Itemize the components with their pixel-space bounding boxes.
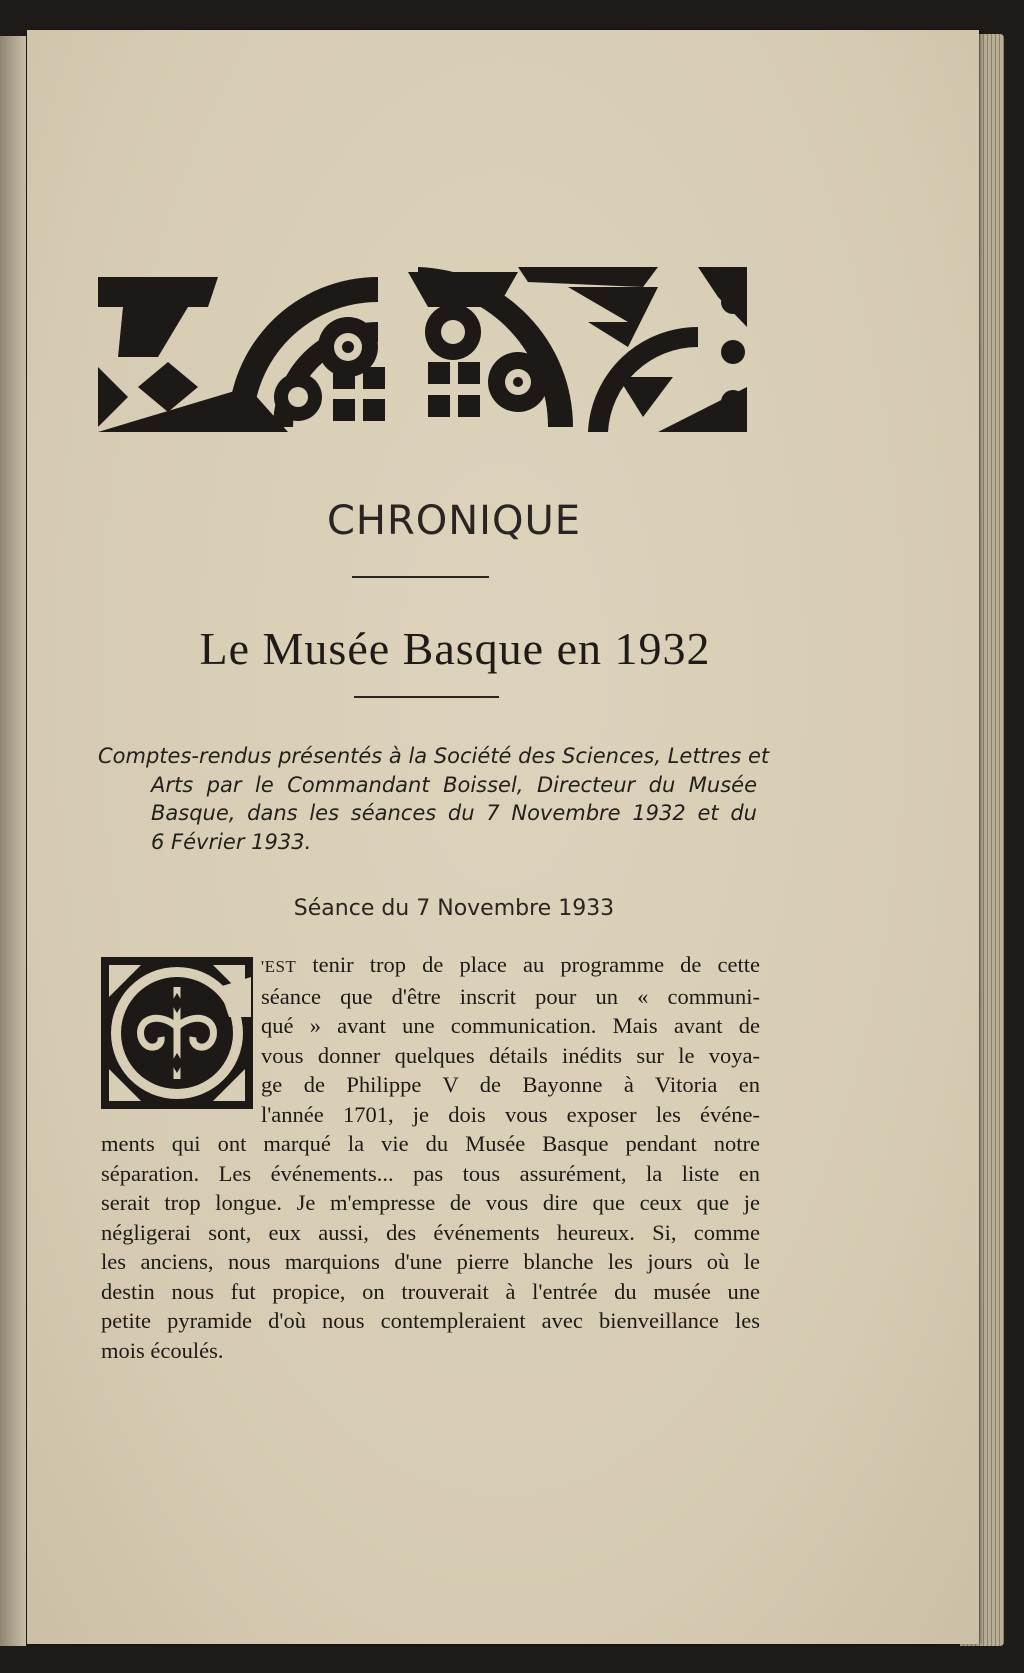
subtitle-line: 6 Février 1933. [151,829,312,854]
body-line: séance que d'être inscrit pour un « communi- [261,983,760,1009]
body-line: destin nous fut propice, on trouverait à l'entrée du musée une [101,1278,760,1304]
body-line: qué » avant une communication. Mais avant de [261,1013,760,1038]
body-line: ments qui ont marqué la vie du Musée Basque pendant notre [101,1131,760,1156]
subtitle-line: Arts par le Commandant Boissel, Directeur du Musée [151,772,757,797]
first-word-smallcaps: 'EST [261,957,297,976]
body-line: ge de Philippe V de Bayonne à Vitoria en [261,1072,760,1097]
session-heading: Séance du 7 Novembre 1933 [293,896,615,921]
body-line: vous donner quelques détails inédits sur le voya- [261,1042,760,1068]
body-paragraph [101,950,760,1365]
body-line: l'année 1701, je dois vous exposer les événe- [261,1101,760,1127]
section-heading: CHRONIQUE [326,498,582,544]
left-page-edge [0,36,26,1646]
basque-ornament-banner [98,267,747,437]
article-title: Le Musée Basque en 1932 [199,623,711,674]
body-line: mois écoulés. [101,1337,224,1363]
body-line: serait trop longue. Je m'empresse de vous dire que ceux que je [101,1190,760,1215]
subtitle-line: Basque, dans les séances du 7 Novembre 1932 et du [151,801,757,826]
body-line: 'EST tenir trop de place au programme de cette [261,952,760,977]
body-line: les anciens, nous marquions d'une pierre blanche les jours où le [101,1249,760,1274]
divider [354,696,499,698]
body-line: petite pyramide d'où nous contempleraient avec bienveillance les [101,1308,760,1333]
body-line: séparation. Les événements... pas tous assurément, la liste en [101,1160,760,1186]
subtitle-line: Comptes-rendus présentés à la Société des Sciences, Lettres et [98,744,770,768]
body-line: négligerai sont, eux aussi, des événements heureux. Si, comme [101,1219,760,1245]
divider [352,576,489,578]
subtitle-paragraph [98,742,770,856]
